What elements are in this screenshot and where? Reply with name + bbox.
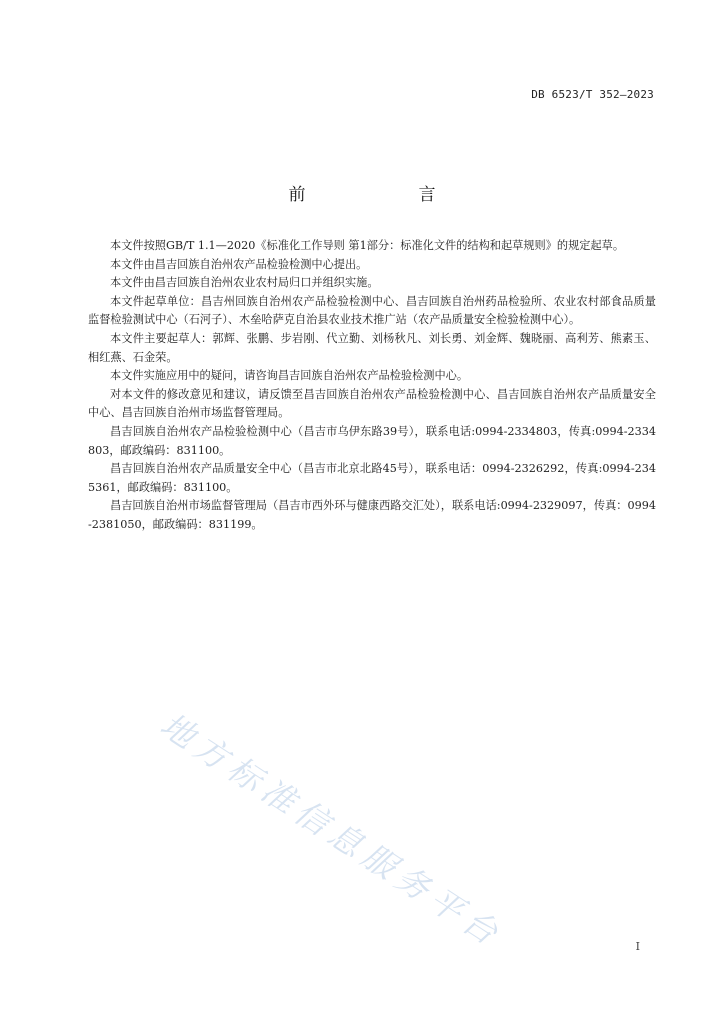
document-code: DB 6523/T 352—2023 bbox=[531, 88, 654, 101]
paragraph: 昌吉回族自治州农产品质量安全中心（昌吉市北京北路45号），联系电话：0994-2326292，传真:0994-2345361，邮政编码：831100。 bbox=[88, 462, 656, 494]
paragraph: 本文件实施应用中的疑问，请咨询昌吉回族自治州农产品检验检测中心。 bbox=[110, 369, 469, 383]
page-number: I bbox=[635, 940, 640, 953]
paragraph: 本文件由昌吉回族自治州农业农村局归口并组织实施。 bbox=[110, 276, 379, 290]
paragraph: 本文件由昌吉回族自治州农产品检验检测中心提出。 bbox=[110, 257, 368, 271]
paragraph: 本文件主要起草人：郭辉、张鹏、步岩刚、代立勤、刘杨秋凡、刘长勇、刘金辉、魏晓丽、高利芳、熊素玉、相红燕、石金荣。 bbox=[88, 331, 656, 364]
body-text bbox=[88, 237, 656, 535]
paragraph: 本文件起草单位：昌吉州回族自治州农产品检验检测中心、昌吉回族自治州药品检验所、农业农村部食品质量监督检验测试中心（石河子）、木垒哈萨克自治县农业技术推广站（农产品质量安全检验检测中心）。 bbox=[88, 294, 656, 327]
paragraph: 本文件按照GB/T 1.1—2020《标准化工作导则 第1部分：标准化文件的结构和起草规则》的规定起草。 bbox=[110, 239, 625, 252]
page-title: 前 言 bbox=[288, 185, 484, 205]
watermark: 地方标准信息服务平台 bbox=[153, 705, 511, 956]
paragraph: 对本文件的修改意见和建议，请反馈至昌吉回族自治州农产品检验检测中心、昌吉回族自治州农产品质量安全中心、昌吉回族自治州市场监督管理局。 bbox=[88, 387, 656, 420]
paragraph: 昌吉回族自治州农产品检验检测中心（昌吉市乌伊东路39号），联系电话:0994-2334803，传真:0994-2334803，邮政编码：831100。 bbox=[88, 424, 656, 457]
paragraph: 昌吉回族自治州市场监督管理局（昌吉市西外环与健康西路交汇处），联系电话:0994-2329097，传真：0994-2381050，邮政编码：831199。 bbox=[88, 499, 656, 531]
